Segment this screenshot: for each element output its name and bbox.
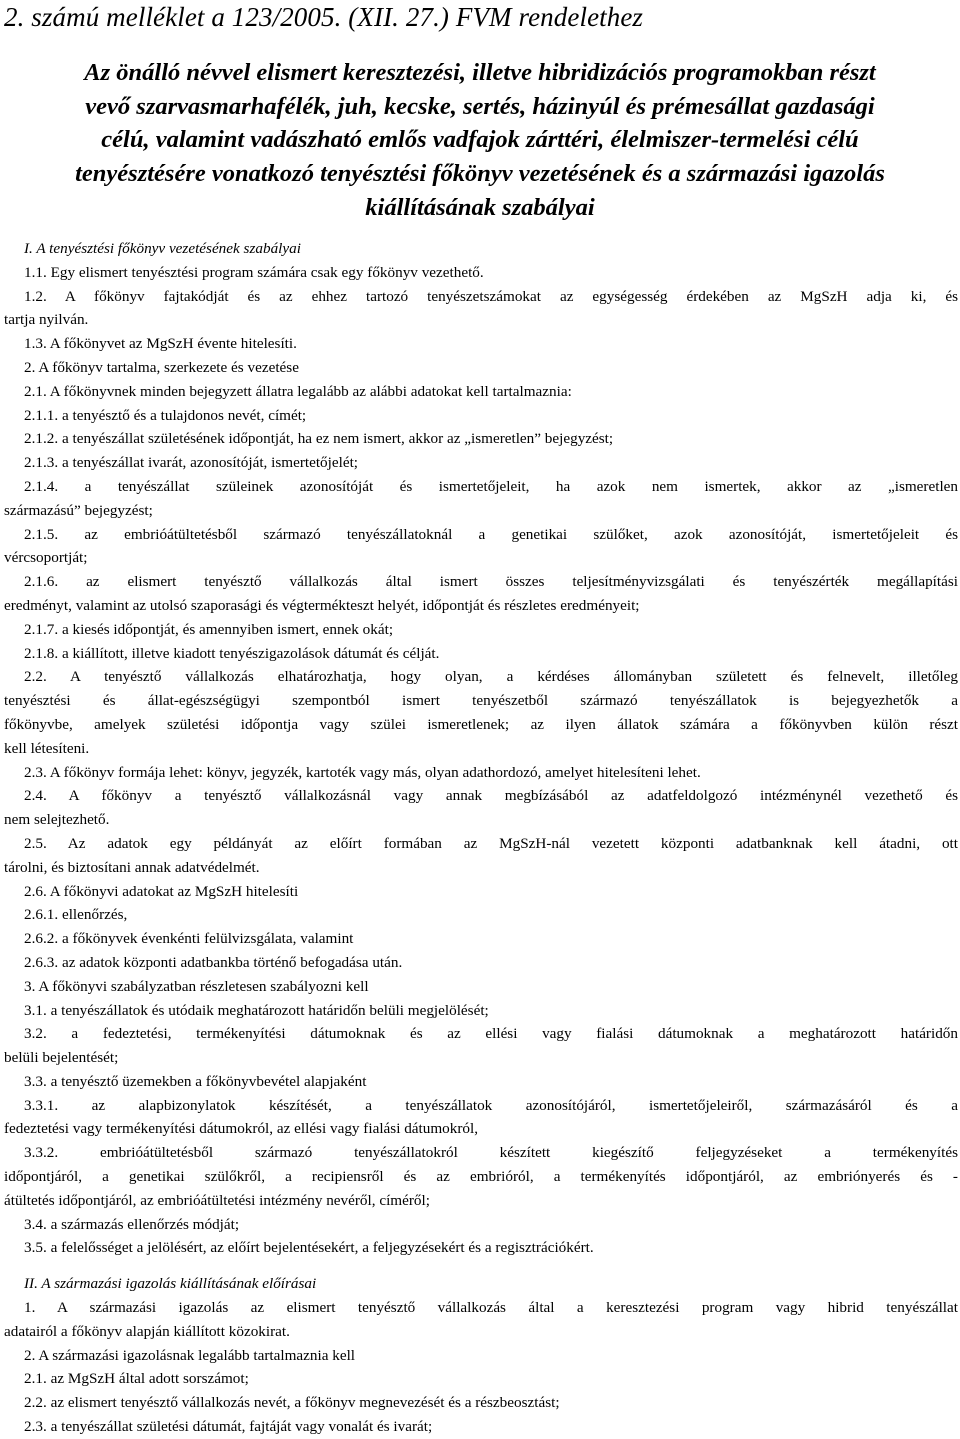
paragraph-line: fedeztetési vagy termékenyítési dátumokról, az ellési vagy fialási dátumokról, <box>4 1120 479 1138</box>
title-line: célú, valamint vadászható emlős vadfajok zárttéri, élelmiszer-termelési célú <box>101 126 859 154</box>
paragraph-line: 2.1.5. az embrióátültetésből származó tenyészállatoknál a genetikai szülőket, azok azonosítóját, ismertetőjeleit és <box>24 525 958 543</box>
paragraph-line: tárolni, és biztosítani annak adatvédelmét. <box>4 858 260 876</box>
paragraph-line: 2.6.1. ellenőrzés, <box>24 906 128 924</box>
title-line: tenyésztésére vonatkozó tenyésztési főkönyv vezetésének és a származási igazolás <box>75 160 885 188</box>
paragraph-line: 2.1.4. a tenyészállat szüleinek azonosítóját és ismertetőjeleit, ha azok nem ismertek, akkor az „ismeretlen <box>24 477 958 495</box>
paragraph-line: nem selejtezhető. <box>4 811 110 829</box>
paragraph-line: 2.4. A főkönyv a tenyésztő vállalkozásnál vagy annak megbízásából az adatfeldolgozó intézménynél vezethető és <box>24 787 958 805</box>
paragraph-line: 3.3. a tenyésztő üzemekben a főkönyvbevétel alapjaként <box>24 1072 367 1090</box>
paragraph-line: időpontjáról, a genetikai szülőkről, a recipiensről és az embrióról, a termékenyítés időpontjáról, az embriónyerés és - <box>4 1168 958 1186</box>
paragraph-line: 2.1.3. a tenyészállat ivarát, azonosítóját, ismertetőjelét; <box>24 454 359 472</box>
paragraph-line: 2.3. a tenyészállat születési dátumát, fajtáját vagy vonalát és ivarát; <box>24 1418 433 1436</box>
paragraph-line: belüli bejelentését; <box>4 1049 119 1067</box>
paragraph-line: tenyésztési és állat-egészségügyi szempontból ismert tenyészetből származó tenyészállatok is bejegyezhetők a <box>4 692 958 710</box>
paragraph-line: 1.3. A főkönyvet az MgSzH évente hitelesíti. <box>24 335 297 353</box>
paragraph-line: 2.6.2. a főkönyvek évenkénti felülvizsgálata, valamint <box>24 930 354 948</box>
paragraph-line: 2.2. A tenyésztő vállalkozás elhatározhatja, hogy olyan, a kérdéses állományban született és felnevelt, illetőleg <box>24 668 958 686</box>
paragraph-line: 3.5. a felelősséget a jelölésért, az előírt bejelentésekért, a feljegyzésekért és a regisztrációkért. <box>24 1239 594 1257</box>
title-line: vevő szarvasmarhafélék, juh, kecske, sertés, házinyúl és prémesállat gazdasági <box>85 92 875 120</box>
section-heading: II. A származási igazolás kiállításának előírásai <box>24 1275 317 1293</box>
paragraph-line: főkönyvbe, amelyek születési időpontja vagy szülei ismeretlenek; az ilyen állatok számára a főkönyvben külön részt <box>4 715 958 733</box>
paragraph-line: kell létesíteni. <box>4 739 90 757</box>
paragraph-line: 2.1.7. a kiesés időpontját, és amennyiben ismert, ennek okát; <box>24 620 394 638</box>
paragraph-line: adatairól a főkönyv alapján kiállított közokirat. <box>4 1322 290 1340</box>
paragraph-line: 2.1.6. az elismert tenyésztő vállalkozás által ismert összes teljesítményvizsgálati és tenyészérték megállapítási <box>24 573 958 591</box>
paragraph-line: vércsoportját; <box>4 549 88 567</box>
title-line: Az önálló névvel elismert keresztezési, illetve hibridizációs programokban részt <box>84 59 876 86</box>
title-line: kiállításának szabályai <box>365 193 595 221</box>
paragraph-line: 2.1.2. a tenyészállat születésének időpontját, ha ez nem ismert, akkor az „ismeretlen” bejegyzést; <box>24 430 614 448</box>
paragraph-line: eredményt, valamint az utolsó szaporasági és végtermékteszt helyét, időpontját és részletes eredményeit; <box>4 596 640 614</box>
paragraph-line: 2.2. az elismert tenyésztő vállalkozás nevét, a főkönyv megnevezését és a részbeosztást; <box>24 1394 560 1412</box>
paragraph-line: 2.6.3. az adatok központi adatbankba történő befogadása után. <box>24 953 403 971</box>
section-spacer <box>4 1260 958 1272</box>
document-body <box>4 237 958 1439</box>
paragraph-line: származású” bejegyzést; <box>4 501 153 519</box>
paragraph-line: 1. A származási igazolás az elismert tenyésztő vállalkozás által a keresztezési program vagy hibrid tenyészállat <box>24 1299 958 1317</box>
paragraph-line: 3.4. a származás ellenőrzés módját; <box>24 1215 240 1233</box>
paragraph-line: 2.1. az MgSzH által adott sorszámot; <box>24 1370 249 1388</box>
paragraph-line: 2.1.8. a kiállított, illetve kiadott tenyészigazolások dátumát és célját. <box>24 644 440 662</box>
section-heading: I. A tenyésztési főkönyv vezetésének szabályai <box>24 240 301 257</box>
document-title <box>0 56 960 225</box>
paragraph-line: 3.2. a fedeztetési, termékenyítési dátumoknak és az ellési vagy fialási dátumoknak a meghatározott határidőn <box>24 1025 958 1043</box>
paragraph-line: 3.1. a tenyészállatok és utódaik meghatározott határidőn belüli megjelölését; <box>24 1001 489 1019</box>
paragraph-line: 2.1.1. a tenyésztő és a tulajdonos nevét, címét; <box>24 406 307 424</box>
paragraph-line: 2. A főkönyv tartalma, szerkezete és vezetése <box>24 358 299 376</box>
paragraph-line: 3.3.2. embrióátültetésből származó tenyészállatokról készített kiegészítő feljegyzéseket a termékenyítés <box>24 1144 958 1162</box>
paragraph-line: 2.6. A főkönyvi adatokat az MgSzH hitelesíti <box>24 882 299 900</box>
paragraph-line: átültetés időpontjáról, az embrióátültetési intézmény nevéről, címéről; <box>4 1191 430 1209</box>
paragraph-line: 2.3. A főkönyv formája lehet: könyv, jegyzék, kartoték vagy más, olyan adathordozó, amelyet hitelesíteni lehet. <box>24 763 701 781</box>
paragraph-line: 1.1. Egy elismert tenyésztési program számára csak egy főkönyv vezethető. <box>24 263 484 281</box>
paragraph-line: 2. A származási igazolásnak legalább tartalmaznia kell <box>24 1346 356 1364</box>
paragraph-line: 1.2. A főkönyv fajtakódját és az ehhez tartozó tenyészetszámokat az egységesség érdekében az MgSzH adja ki, és <box>24 287 958 305</box>
paragraph-line: 2.1. A főkönyvnek minden bejegyzett állatra legalább az alábbi adatokat kell tartalmaznia: <box>24 382 572 400</box>
annex-header: 2. számú melléklet a 123/2005. (XII. 27.) FVM rendelethez <box>4 2 644 32</box>
paragraph-line: 2.5. Az adatok egy példányát az előírt formában az MgSzH-nál vezetett központi adatbanknak kell átadni, ott <box>24 834 958 852</box>
paragraph-line: tartja nyilván. <box>4 311 89 329</box>
paragraph-line: 3. A főkönyvi szabályzatban részletesen szabályozni kell <box>24 977 369 995</box>
paragraph-line: 3.3.1. az alapbizonylatok készítését, a tenyészállatok azonosítójáról, ismertetőjeleiről, származásáról és a <box>24 1096 958 1114</box>
